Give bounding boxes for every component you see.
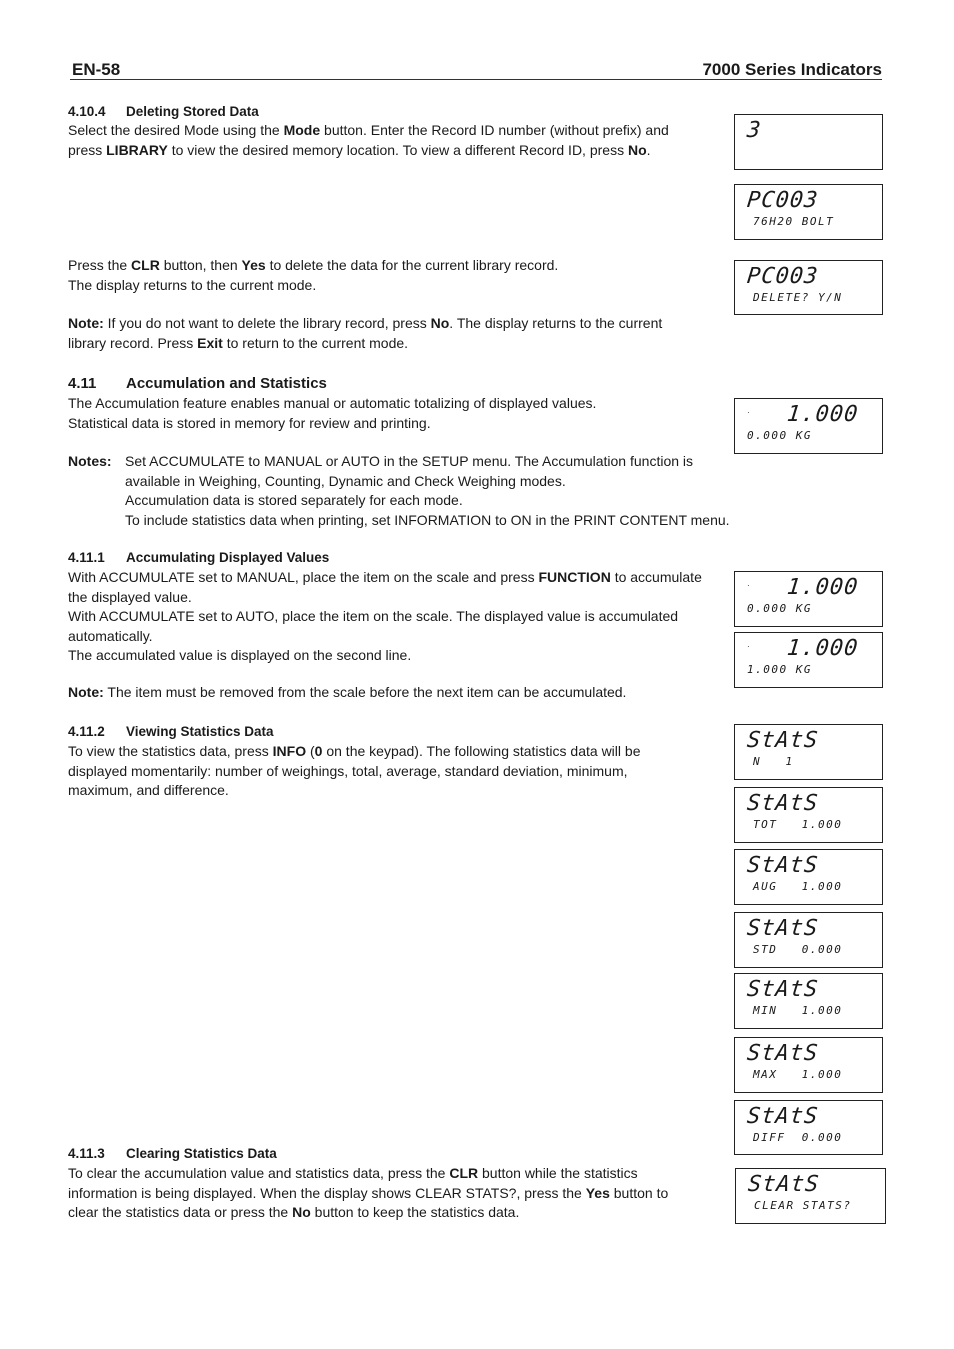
heading-4-11-3: 4.11.3 Clearing Statistics Data	[68, 1146, 277, 1161]
lcd-display-stats-n: StAtS N 1	[734, 724, 883, 780]
page-number: EN-58	[72, 60, 121, 79]
notes-accumulation: Notes: Set ACCUMULATE to MANUAL or AUTO in the SETUP menu. The Accumulation function is available in Weighing, Counting, Dynamic and Check Weighing modes. Accumulation data is stored separately for each mode. To include statistics data when printing, set INFORMATION to ON in the PRINT CONTENT menu.	[68, 453, 730, 528]
lcd-display-after-accumulate: · 1.000 1.000 KG	[734, 632, 883, 688]
lcd-indicator-dot: ·	[747, 642, 750, 651]
note-delete: Note: If you do not want to delete the library record, press No. The display returns to the current library record. Press Exit to return to the current mode.	[68, 315, 663, 351]
lcd-display-stats-min: StAtS MIN 1.000	[734, 973, 883, 1029]
lcd-indicator-dot: ·	[747, 581, 750, 590]
paragraph-select-mode: Select the desired Mode using the Mode button. Enter the Record ID number (without prefix) and press LIBRARY to view the desired memory location. To view a different Record ID, press No.	[68, 122, 669, 158]
paragraph-viewing-stats: To view the statistics data, press INFO (0 on the keypad). The following statistics data will be displayed momentarily: number of weighings, total, average, standard deviation, minimum, maximum, and difference.	[68, 743, 641, 798]
heading-4-11: 4.11 Accumulation and Statistics	[68, 375, 327, 392]
heading-4-10-4: 4.10.4 Deleting Stored Data	[68, 104, 259, 119]
lcd-display-library-record: PC003 76H20 BOLT	[734, 184, 883, 240]
lcd-indicator-dot: ·	[747, 408, 750, 417]
heading-4-11-2: 4.11.2 Viewing Statistics Data	[68, 724, 274, 739]
lcd-display-record-id: 3	[734, 114, 883, 170]
paragraph-accumulation-intro: The Accumulation feature enables manual or automatic totalizing of displayed values. Statistical data is stored in memory for review and printing.	[68, 395, 597, 431]
note-remove-item: Note: The item must be removed from the scale before the next item can be accumulated.	[68, 684, 627, 700]
lcd-display-stats-max: StAtS MAX 1.000	[734, 1037, 883, 1093]
paragraph-clearing-stats: To clear the accumulation value and statistics data, press the CLR button while the statistics information is being displayed. When the display shows CLEAR STATS?, press the Yes button to clear the statistics data or press the No button to keep the statistics data.	[68, 1165, 669, 1220]
paragraph-press-clr: Press the CLR button, then Yes to delete the data for the current library record. The display returns to the current mode.	[68, 257, 559, 293]
lcd-display-stats-std: StAtS STD 0.000	[734, 912, 883, 968]
lcd-display-before-accumulate: · 1.000 0.000 KG	[734, 571, 883, 627]
paragraph-accumulating: With ACCUMULATE set to MANUAL, place the item on the scale and press FUNCTION to accumulate the displayed value. With ACCUMULATE set to AUTO, place the item on the scale. The displayed value is accumulated automatically. The accumulated value is displayed on the second line.	[68, 569, 702, 663]
lcd-display-stats-total: StAtS TOT 1.000	[734, 787, 883, 843]
document-title: 7000 Series Indicators	[702, 60, 882, 79]
lcd-display-stats-average: StAtS AUG 1.000	[734, 849, 883, 905]
lcd-display-clear-stats: StAtS CLEAR STATS?	[735, 1168, 886, 1224]
header-rule	[70, 79, 882, 80]
lcd-display-delete-prompt: PC003 DELETE? Y/N	[734, 260, 883, 315]
lcd-display-accumulation: · 1.000 0.000 KG	[734, 398, 883, 454]
lcd-display-stats-diff: StAtS DIFF 0.000	[734, 1100, 883, 1155]
heading-4-11-1: 4.11.1 Accumulating Displayed Values	[68, 550, 330, 565]
